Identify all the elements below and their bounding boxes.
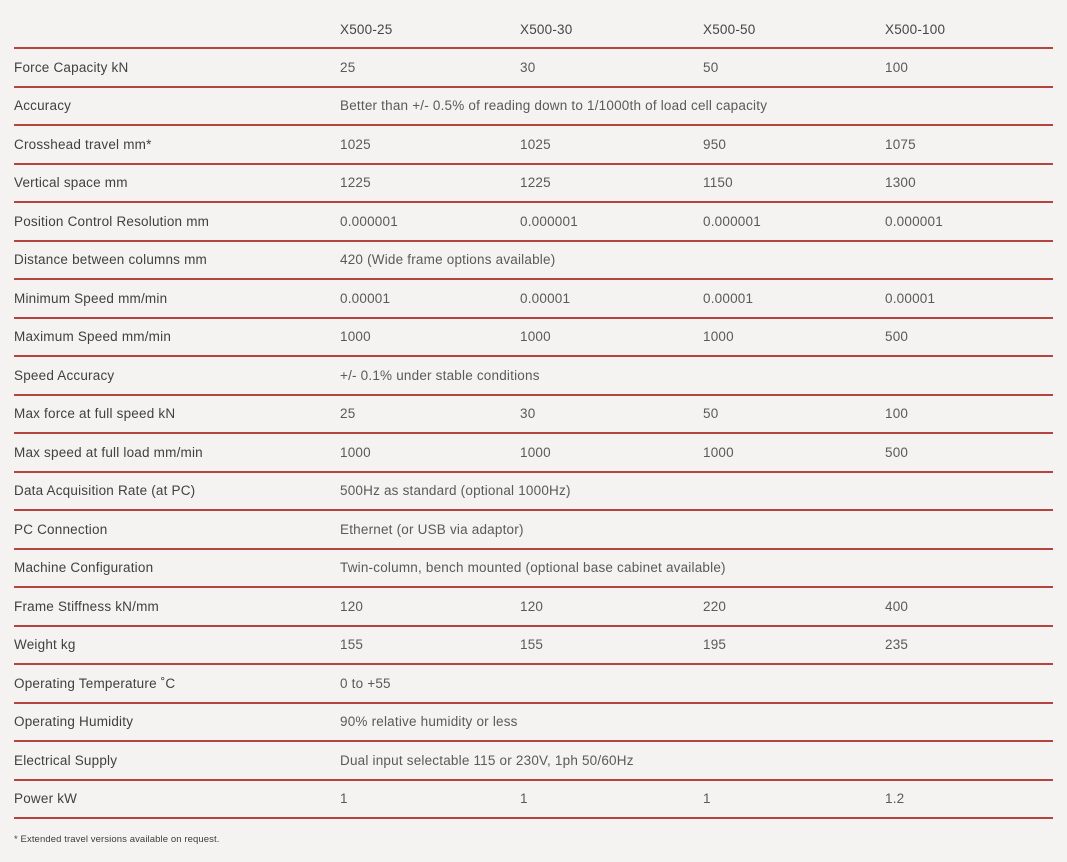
cell-value: 0.000001 bbox=[703, 202, 885, 241]
cell-span-value: 500Hz as standard (optional 1000Hz) bbox=[340, 472, 1053, 511]
column-header-x500-100: X500-100 bbox=[885, 0, 1053, 48]
cell-value: 50 bbox=[703, 48, 885, 87]
cell-span-value: 420 (Wide frame options available) bbox=[340, 241, 1053, 280]
table-row bbox=[14, 626, 1053, 665]
cell-value: 1 bbox=[520, 780, 703, 819]
table-row bbox=[14, 318, 1053, 357]
footnote: * Extended travel versions available on request. bbox=[14, 834, 220, 845]
cell-span-value: Twin-column, bench mounted (optional base cabinet available) bbox=[340, 549, 1053, 588]
table-row bbox=[14, 587, 1053, 626]
cell-value: 30 bbox=[520, 48, 703, 87]
cell-value: 120 bbox=[520, 587, 703, 626]
cell-value: 1075 bbox=[885, 125, 1053, 164]
cell-value: 1 bbox=[340, 780, 520, 819]
cell-value: 195 bbox=[703, 626, 885, 665]
row-label: Maximum Speed mm/min bbox=[14, 318, 340, 357]
cell-value: 1.2 bbox=[885, 780, 1053, 819]
row-label: Max speed at full load mm/min bbox=[14, 433, 340, 472]
table-row bbox=[14, 241, 1053, 280]
cell-value: 0.00001 bbox=[520, 279, 703, 318]
cell-value: 1225 bbox=[520, 164, 703, 203]
table-row bbox=[14, 472, 1053, 511]
row-label: Operating Temperature ˚C bbox=[14, 664, 340, 703]
cell-value: 235 bbox=[885, 626, 1053, 665]
row-label: Operating Humidity bbox=[14, 703, 340, 742]
table-row bbox=[14, 741, 1053, 780]
cell-value: 155 bbox=[340, 626, 520, 665]
cell-value: 1000 bbox=[340, 433, 520, 472]
cell-value: 1000 bbox=[703, 318, 885, 357]
cell-span-value: 90% relative humidity or less bbox=[340, 703, 1053, 742]
cell-value: 100 bbox=[885, 48, 1053, 87]
table-row bbox=[14, 395, 1053, 434]
table-row bbox=[14, 356, 1053, 395]
row-label: Distance between columns mm bbox=[14, 241, 340, 280]
table-row bbox=[14, 125, 1053, 164]
cell-value: 1000 bbox=[340, 318, 520, 357]
cell-value: 1225 bbox=[340, 164, 520, 203]
table-row bbox=[14, 48, 1053, 87]
table-row bbox=[14, 202, 1053, 241]
cell-value: 0.00001 bbox=[703, 279, 885, 318]
table-row bbox=[14, 510, 1053, 549]
row-label: Speed Accuracy bbox=[14, 356, 340, 395]
row-label: Vertical space mm bbox=[14, 164, 340, 203]
cell-value: 950 bbox=[703, 125, 885, 164]
cell-value: 120 bbox=[340, 587, 520, 626]
cell-value: 220 bbox=[703, 587, 885, 626]
table-row bbox=[14, 549, 1053, 588]
column-header-x500-50: X500-50 bbox=[703, 0, 885, 48]
cell-value: 500 bbox=[885, 433, 1053, 472]
row-label: Crosshead travel mm* bbox=[14, 125, 340, 164]
cell-value: 30 bbox=[520, 395, 703, 434]
cell-value: 0.000001 bbox=[520, 202, 703, 241]
cell-span-value: 0 to +55 bbox=[340, 664, 1053, 703]
cell-value: 400 bbox=[885, 587, 1053, 626]
cell-value: 0.000001 bbox=[885, 202, 1053, 241]
column-header-x500-25: X500-25 bbox=[340, 0, 520, 48]
column-header-blank bbox=[14, 0, 340, 48]
table-row bbox=[14, 780, 1053, 819]
cell-value: 1300 bbox=[885, 164, 1053, 203]
cell-span-value: Dual input selectable 115 or 230V, 1ph 50/60Hz bbox=[340, 741, 1053, 780]
row-label: Accuracy bbox=[14, 87, 340, 126]
cell-span-value: Better than +/- 0.5% of reading down to 1/1000th of load cell capacity bbox=[340, 87, 1053, 126]
row-label: Data Acquisition Rate (at PC) bbox=[14, 472, 340, 511]
cell-value: 25 bbox=[340, 395, 520, 434]
cell-value: 155 bbox=[520, 626, 703, 665]
row-label: Machine Configuration bbox=[14, 549, 340, 588]
row-label: Weight kg bbox=[14, 626, 340, 665]
row-label: Max force at full speed kN bbox=[14, 395, 340, 434]
cell-value: 0.00001 bbox=[340, 279, 520, 318]
table-row bbox=[14, 664, 1053, 703]
cell-value: 0.00001 bbox=[885, 279, 1053, 318]
row-label: Power kW bbox=[14, 780, 340, 819]
cell-value: 100 bbox=[885, 395, 1053, 434]
cell-value: 50 bbox=[703, 395, 885, 434]
row-label: Force Capacity kN bbox=[14, 48, 340, 87]
cell-value: 500 bbox=[885, 318, 1053, 357]
row-label: Minimum Speed mm/min bbox=[14, 279, 340, 318]
cell-span-value: Ethernet (or USB via adaptor) bbox=[340, 510, 1053, 549]
table-row bbox=[14, 703, 1053, 742]
table-header-row bbox=[14, 0, 1053, 48]
spec-table bbox=[14, 0, 1053, 819]
row-label: Frame Stiffness kN/mm bbox=[14, 587, 340, 626]
column-header-x500-30: X500-30 bbox=[520, 0, 703, 48]
cell-value: 1000 bbox=[520, 318, 703, 357]
cell-value: 1025 bbox=[340, 125, 520, 164]
cell-value: 0.000001 bbox=[340, 202, 520, 241]
table-row bbox=[14, 433, 1053, 472]
table-row bbox=[14, 87, 1053, 126]
row-label: Electrical Supply bbox=[14, 741, 340, 780]
cell-value: 1025 bbox=[520, 125, 703, 164]
table-row bbox=[14, 279, 1053, 318]
row-label: Position Control Resolution mm bbox=[14, 202, 340, 241]
table-row bbox=[14, 164, 1053, 203]
cell-value: 1 bbox=[703, 780, 885, 819]
cell-span-value: +/- 0.1% under stable conditions bbox=[340, 356, 1053, 395]
cell-value: 1000 bbox=[520, 433, 703, 472]
cell-value: 1150 bbox=[703, 164, 885, 203]
cell-value: 25 bbox=[340, 48, 520, 87]
cell-value: 1000 bbox=[703, 433, 885, 472]
row-label: PC Connection bbox=[14, 510, 340, 549]
